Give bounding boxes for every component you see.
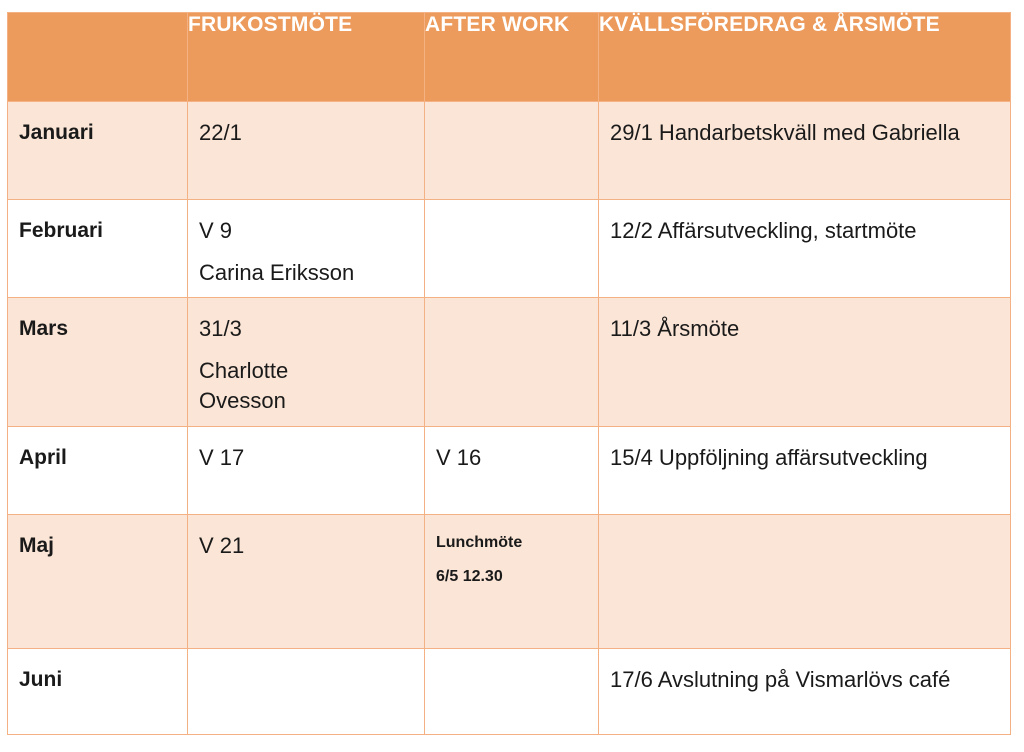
afterwork-cell: Lunchmöte 6/5 12.30 — [436, 534, 523, 585]
header-row — [8, 13, 1011, 102]
table-row — [8, 298, 1011, 427]
header-kvallsforedrag: KVÄLLSFÖREDRAG & ÅRSMÖTE — [599, 13, 1011, 102]
schedule-table — [7, 12, 1011, 735]
month-cell: Februari — [19, 219, 104, 242]
frukost-cell: 31/3 Charlotte Ovesson — [199, 316, 289, 413]
table-body — [8, 102, 1011, 735]
header-frukostmote: FRUKOSTMÖTE — [188, 13, 425, 102]
kvall-cell: 11/3 Årsmöte — [610, 316, 740, 341]
kvall-cell: 17/6 Avslutning på Vismarlövs café — [610, 667, 951, 692]
kvall-cell: 15/4 Uppföljning affärsutveckling — [610, 445, 928, 470]
kvall-cell: 12/2 Affärsutveckling, startmöte — [610, 218, 917, 243]
month-cell: Mars — [19, 317, 69, 340]
header-after-work: AFTER WORK — [425, 13, 599, 102]
frukost-cell: V 21 — [199, 533, 245, 558]
table-row — [8, 427, 1011, 515]
afterwork-cell — [425, 298, 598, 314]
kvall-cell: 29/1 Handarbetskväll med Gabriella — [610, 120, 960, 145]
frukost-cell: V 17 — [199, 445, 245, 470]
table-header — [8, 13, 1011, 102]
month-cell: Juni — [19, 668, 63, 691]
afterwork-cell — [425, 102, 598, 118]
kvall-cell — [599, 515, 1010, 531]
table-row — [8, 102, 1011, 200]
table-row — [8, 515, 1011, 649]
frukost-cell: V 9 Carina Eriksson — [199, 218, 355, 285]
frukost-cell: 22/1 — [199, 120, 242, 145]
table-row — [8, 200, 1011, 298]
afterwork-cell — [425, 200, 598, 216]
header-month — [8, 13, 188, 102]
afterwork-cell: V 16 — [436, 445, 482, 470]
month-cell: Januari — [19, 121, 94, 144]
afterwork-cell — [425, 649, 598, 665]
month-cell: Maj — [19, 534, 55, 557]
month-cell: April — [19, 446, 67, 469]
frukost-cell — [188, 649, 424, 665]
table-row — [8, 649, 1011, 735]
